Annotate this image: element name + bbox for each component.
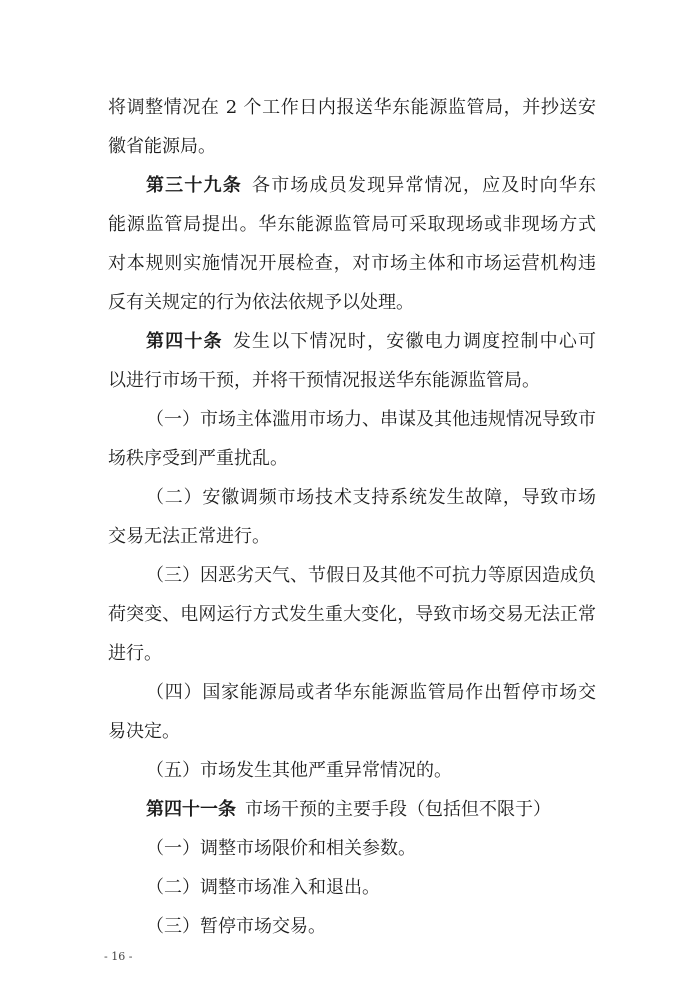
text-line: 徽省能源局。	[108, 136, 216, 157]
article-39-text: 各市场成员发现异常情况，应及时向华东	[250, 175, 597, 196]
text-line: 荷突变、电网运行方式发生重大变化，导致市场交易无法正常	[108, 604, 596, 625]
article-41-line	[146, 798, 596, 822]
article-40-text: 发生以下情况时，安徽电力调度控制中心可	[231, 331, 597, 352]
article-39-label: 第三十九条	[146, 175, 242, 196]
text-line: 能源监管局提出。华东能源监管局可采取现场或非现场方式	[108, 214, 596, 235]
text-line: 易决定。	[108, 721, 180, 742]
text-line: 对本规则实施情况开展检查，对市场主体和市场运营机构违	[108, 253, 596, 274]
item-2-line: （二）安徽调频市场技术支持系统发生故障，导致市场	[146, 487, 596, 508]
measure-1-line: （一）调整市场限价和相关参数。	[146, 838, 416, 859]
article-40-line	[146, 330, 596, 354]
measure-2-line: （二）调整市场准入和退出。	[146, 877, 380, 898]
measure-3-line: （三）暂停市场交易。	[146, 916, 326, 937]
text-line: 交易无法正常进行。	[108, 526, 270, 547]
item-4-line: （四）国家能源局或者华东能源监管局作出暂停市场交	[146, 682, 596, 703]
item-3-line: （三）因恶劣天气、节假日及其他不可抗力等原因造成负	[146, 565, 596, 586]
text-line: 场秩序受到严重扰乱。	[108, 448, 288, 469]
item-5-line: （五）市场发生其他严重异常情况的。	[146, 760, 452, 781]
article-39-line	[146, 174, 596, 198]
text-line: 将调整情况在 2 个工作日内报送华东能源监管局，并抄送安	[108, 97, 596, 118]
article-40-label: 第四十条	[146, 331, 223, 352]
text-line: 反有关规定的行为依法依规予以处理。	[108, 292, 414, 313]
text-line: 以进行市场干预，并将干预情况报送华东能源监管局。	[108, 370, 540, 391]
article-41-label: 第四十一条	[146, 799, 236, 820]
item-1-line: （一）市场主体滥用市场力、串谋及其他违规情况导致市	[146, 409, 596, 430]
page-number: - 16 -	[104, 950, 133, 963]
article-41-text: 市场干预的主要手段（包括但不限于）	[245, 799, 551, 820]
text-line: 进行。	[108, 643, 162, 664]
